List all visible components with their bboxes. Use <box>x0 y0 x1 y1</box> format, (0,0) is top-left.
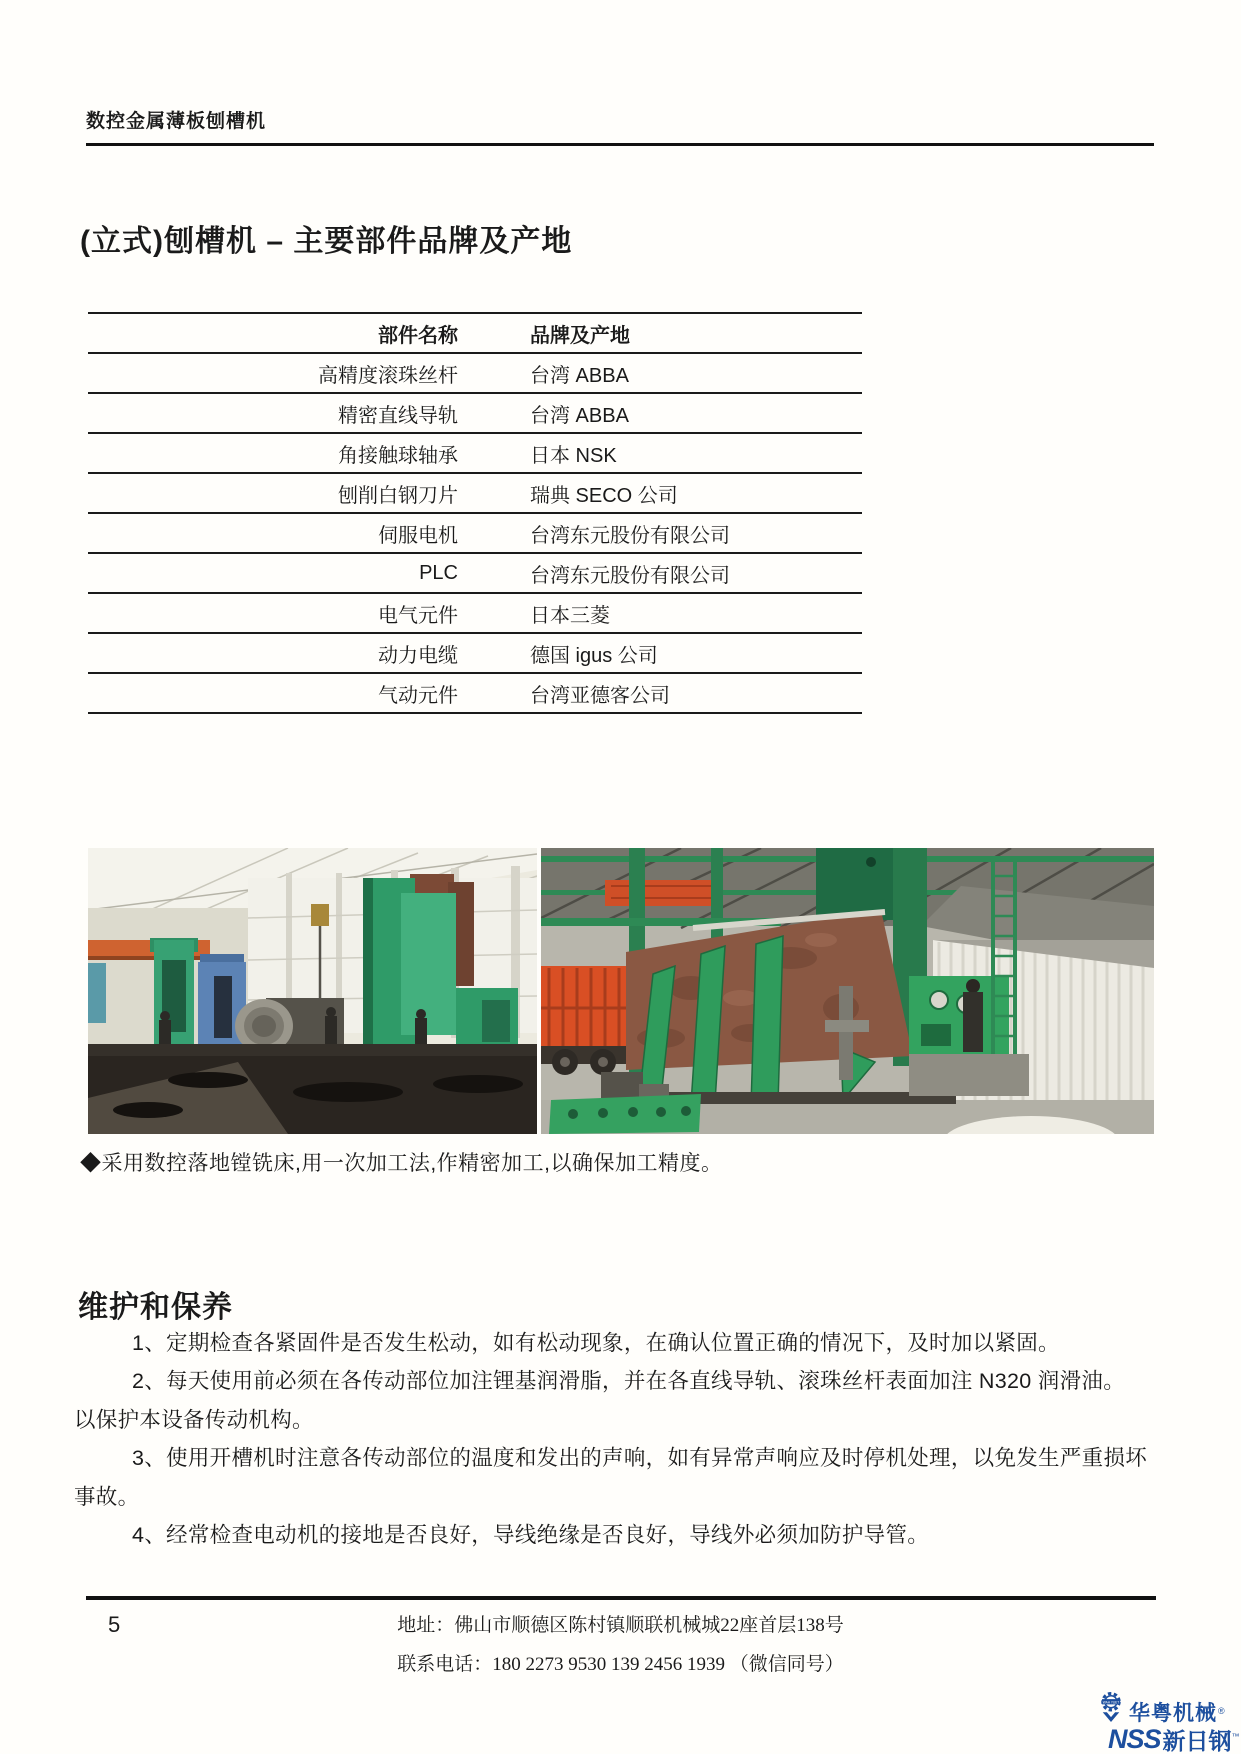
brand-logo <box>1096 1690 1241 1753</box>
brand-origin-cell: 台湾东元股份有限公司 <box>528 513 862 553</box>
machine-assembly-illustration <box>541 848 1154 1134</box>
table-row <box>88 633 862 673</box>
brand-name-cn: 华粤机械 <box>1129 1702 1217 1725</box>
part-name-cell: 气动元件 <box>88 673 528 713</box>
maintenance-title: 维护和保养 <box>78 1291 233 1324</box>
registered-mark: ® <box>1218 1706 1225 1716</box>
table-row <box>88 393 862 433</box>
brand-origin-cell: 台湾 ABBA <box>528 353 862 393</box>
page-number: 5 <box>108 1612 121 1637</box>
photo-machine-assembly <box>541 848 1154 1134</box>
header-divider <box>86 143 1154 146</box>
brand-origin-cell: 德国 igus 公司 <box>528 633 862 673</box>
parts-brand-table <box>88 312 862 714</box>
part-name-cell: 角接触球轴承 <box>88 433 528 473</box>
table-row <box>88 433 862 473</box>
brand-logo-row-2 <box>1108 1726 1241 1753</box>
table-row <box>88 673 862 713</box>
brand-origin-cell: 台湾亚德客公司 <box>528 673 862 713</box>
photo-caption: ◆采用数控落地镗铣床,用一次加工法,作精密加工,以确保加工精度。 <box>80 1152 723 1175</box>
trademark-mark: ™ <box>1231 1732 1240 1741</box>
gear-icon <box>1096 1690 1126 1724</box>
maintenance-line: 1、定期检查各紧固件是否发生松动，如有松动现象，在确认位置正确的情况下，及时加以紧固。 <box>132 1331 1060 1355</box>
table-row <box>88 593 862 633</box>
maintenance-line: 事故。 <box>74 1484 140 1509</box>
col-header-part-name: 部件名称 <box>88 313 528 353</box>
parts-table-body <box>88 353 862 713</box>
brand-origin-cell: 台湾东元股份有限公司 <box>528 553 862 593</box>
maintenance-lines <box>74 1324 1174 1554</box>
footer-address: 地址：佛山市顺德区陈村镇顺联机械城22座首层138号 <box>397 1615 844 1636</box>
part-name-cell: 刨削白钢刀片 <box>88 473 528 513</box>
brand-name-steel: 新日钢 <box>1162 1728 1232 1754</box>
gear-badge-text: WAH YUET <box>1102 1700 1120 1705</box>
doc-title: 数控金属薄板刨槽机 <box>86 111 267 132</box>
section-title: (立式)刨槽机 – 主要部件品牌及产地 <box>80 225 573 258</box>
part-name-cell: 精密直线导轨 <box>88 393 528 433</box>
footer-divider <box>86 1596 1156 1600</box>
brand-origin-cell: 日本三菱 <box>528 593 862 633</box>
table-row <box>88 353 862 393</box>
part-name-cell: 电气元件 <box>88 593 528 633</box>
photo-factory-hall <box>88 848 537 1134</box>
table-header-row <box>88 313 862 353</box>
brand-origin-cell: 日本 NSK <box>528 433 862 473</box>
maintenance-line: 以保护本设备传动机构。 <box>74 1407 314 1432</box>
table-row <box>88 513 862 553</box>
col-header-brand-origin: 品牌及产地 <box>528 313 862 353</box>
brand-logo-row-1 <box>1096 1690 1241 1724</box>
brand-origin-cell: 台湾 ABBA <box>528 393 862 433</box>
maintenance-line: 4、经常检查电动机的接地是否良好，导线绝缘是否良好，导线外必须加防护导管。 <box>132 1523 930 1548</box>
maintenance-line: 2、每天使用前必须在各传动部位加注锂基润滑脂，并在各直线导轨、滚珠丝杆表面加注 N320 润滑油。 <box>132 1369 1126 1394</box>
part-name-cell: 高精度滚珠丝杆 <box>88 353 528 393</box>
factory-hall-illustration <box>88 848 537 1134</box>
maintenance-line: 3、使用开槽机时注意各传动部位的温度和发出的声响，如有异常声响应及时停机处理，以免发生严重损坏 <box>132 1446 1148 1471</box>
table-row <box>88 473 862 513</box>
part-name-cell: 动力电缆 <box>88 633 528 673</box>
footer-phone: 联系电话：180 2273 9530 139 2456 1939 （微信同号） <box>397 1654 844 1675</box>
part-name-cell: 伺服电机 <box>88 513 528 553</box>
table-row <box>88 553 862 593</box>
brand-name-nss: NSS <box>1108 1724 1161 1754</box>
part-name-cell: PLC <box>88 553 528 593</box>
brand-origin-cell: 瑞典 SECO 公司 <box>528 473 862 513</box>
